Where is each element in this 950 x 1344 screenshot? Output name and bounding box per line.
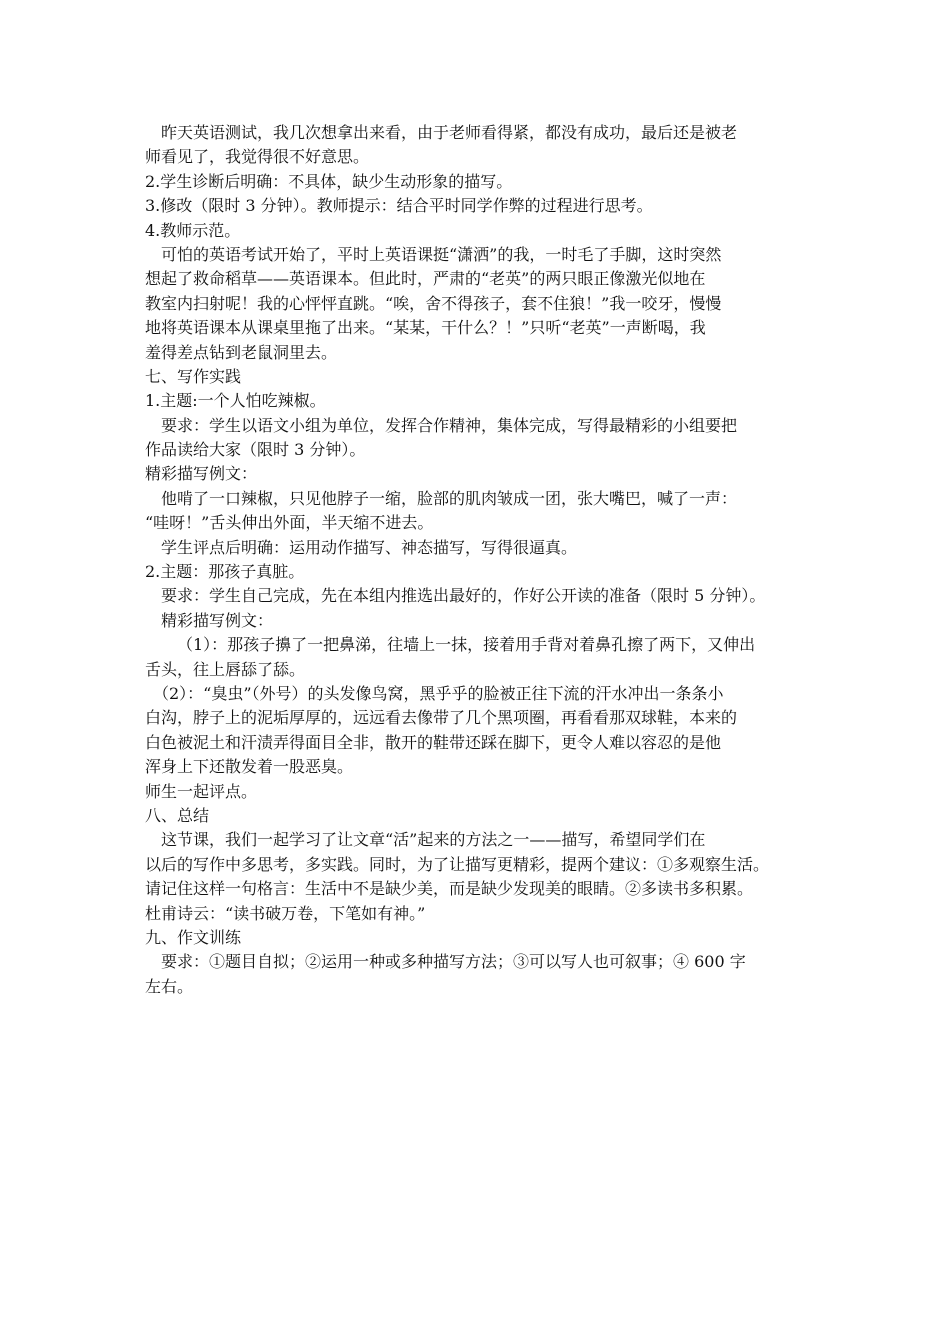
text-line: 作品读给大家（限时 3 分钟）。	[145, 440, 366, 460]
text-line: 精彩描写例文：	[161, 610, 274, 630]
text-line: （2）：“臭虫”（外号）的头发像鸟窝，黑乎乎的脸被正往下流的汗水冲出一条条小	[153, 683, 724, 703]
text-line: 杜甫诗云：“读书破万卷，下笔如有神。”	[145, 903, 426, 923]
text-line: 白沟，脖子上的泥垢厚厚的，远远看去像带了几个黑项圈，再看看那双球鞋，本来的	[145, 708, 738, 728]
text-line: 舌头，往上唇舔了舔。	[145, 659, 306, 679]
text-line: 师生一起评点。	[145, 781, 258, 801]
text-line: 白色被泥土和汗渍弄得面目全非，散开的鞋带还踩在脚下，更令人难以容忍的是他	[145, 732, 722, 752]
text-line: 3.修改（限时 3 分钟）。教师提示：结合平时同学作弊的过程进行思考。	[145, 196, 653, 216]
document-body	[145, 121, 813, 999]
section-heading: 八、总结	[145, 805, 210, 825]
text-line: 要求：学生以语文小组为单位，发挥合作精神，集体完成，写得最精彩的小组要把	[161, 415, 738, 435]
section-heading: 九、作文训练	[145, 927, 242, 947]
text-line: 要求：①题目自拟；②运用一种或多种描写方法；③可以写人也可叙事；④ 600 字	[161, 952, 746, 972]
text-line: 2.主题：那孩子真脏。	[145, 562, 305, 582]
text-line: 他啃了一口辣椒，只见他脖子一缩，脸部的肌肉皱成一团，张大嘴巴，喊了一声：	[161, 488, 738, 508]
text-line: 学生评点后明确：运用动作描写、神态描写，写得很逼真。	[161, 537, 578, 557]
text-line: 左右。	[145, 976, 194, 996]
text-line: 2.学生诊断后明确：不具体，缺少生动形象的描写。	[145, 171, 513, 191]
text-line: 这节课，我们一起学习了让文章“活”起来的方法之一——描写，希望同学们在	[161, 830, 706, 850]
text-line: 羞得差点钻到老鼠洞里去。	[145, 342, 338, 362]
text-line: 浑身上下还散发着一股恶臭。	[145, 757, 354, 777]
text-line: 1.主题:一个人怕吃辣椒。	[145, 391, 326, 411]
text-line: 教室内扫射呢！我的心怦怦直跳。“唉，舍不得孩子，套不住狼！”我一咬牙，慢慢	[145, 293, 722, 313]
text-line: 昨天英语测试，我几次想拿出来看，由于老师看得紧，都没有成功，最后还是被老	[161, 123, 738, 142]
text-line: 师看见了，我觉得很不好意思。	[145, 147, 370, 167]
section-heading: 七、写作实践	[145, 366, 242, 386]
text-line: 要求：学生自己完成，先在本组内推选出最好的，作好公开读的准备（限时 5 分钟）。	[161, 586, 766, 606]
text-line: 地将英语课本从课桌里拖了出来。“某某，干什么？！”只听“老英”一声断喝，我	[145, 318, 706, 338]
text-line: 以后的写作中多思考，多实践。同时，为了让描写更精彩，提两个建议：①多观察生活。	[145, 854, 770, 874]
text-line: 想起了救命稻草——英语课本。但此时，严肃的“老英”的两只眼正像激光似地在	[145, 269, 706, 289]
text-line: 4.教师示范。	[145, 220, 241, 240]
text-line: “哇呀！”舌头伸出外面，半天缩不进去。	[145, 513, 434, 533]
text-line: 可怕的英语考试开始了，平时上英语课挺“潇洒”的我，一时毛了手脚，这时突然	[161, 244, 722, 264]
text-line: 精彩描写例文：	[145, 464, 258, 484]
text-line: （1）：那孩子擤了一把鼻涕，往墙上一抹，接着用手背对着鼻孔擦了两下，又伸出	[177, 635, 756, 655]
text-line: 请记住这样一句格言：生活中不是缺少美，而是缺少发现美的眼睛。②多读书多积累。	[145, 879, 754, 899]
